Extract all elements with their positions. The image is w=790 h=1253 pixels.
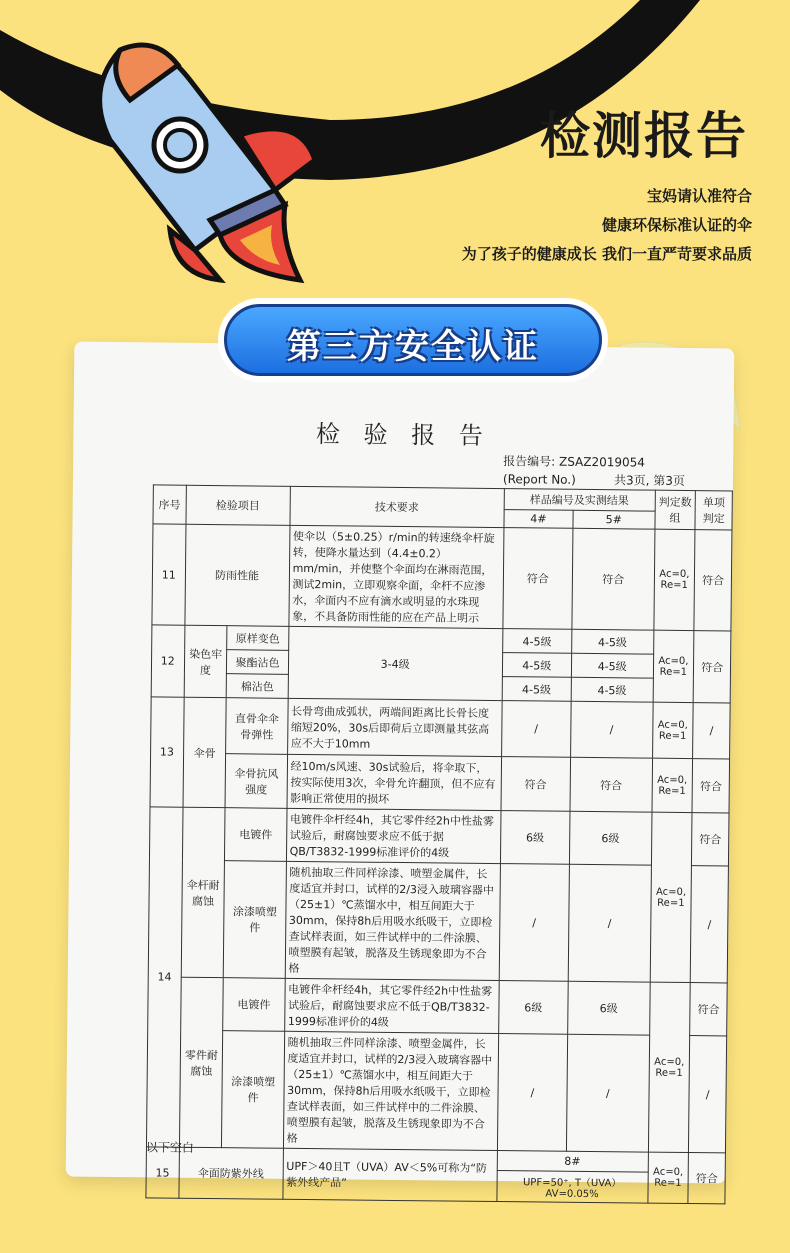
row-v5: 符合 <box>570 757 652 812</box>
row-result: 符合 <box>690 983 727 1036</box>
row-result: 符合 <box>694 530 732 631</box>
header-judge-group: 判定数组 <box>654 490 695 529</box>
row-v5: 符合 <box>572 528 655 630</box>
row-req: 使伞以（5±0.25）r/min的转速绕伞杆旋转，使降水量达到（4.4±0.2）mm/min，并使整个伞面均在淋雨范围，测试2min，立即观察伞面，伞杆不应渗水，伞面内不应有滴水或明显的水珠现象，不具备防雨性能的应在产品上明示 <box>288 525 503 628</box>
row-v4: 4-5级 <box>502 653 572 678</box>
table-row <box>150 753 730 813</box>
row-req: 3-4级 <box>288 626 503 700</box>
row-sub: 直骨伞伞骨弹性 <box>226 698 288 755</box>
row-result: / <box>693 703 730 759</box>
row-judge: Ac=0, Re=1 <box>650 812 693 982</box>
row-req: 随机抽取三件同样涂漆、喷塑金属件，长度适宜并封口，试样的2/3浸入玻璃容器中（25±1）℃蒸馏水中，相互间距大于30mm，保持8h后用吸水纸吸干，立即检查试样表面，如三件试样中的二件涂膜、喷塑膜有起皱，脱落及生锈现象即为不合格 <box>283 1031 498 1150</box>
row-item: 防雨性能 <box>185 524 290 626</box>
row-v5: / <box>566 1034 649 1152</box>
table-row <box>148 977 728 1036</box>
header-col-4: 4# <box>504 510 573 529</box>
row-judge: Ac=0, Re=1 <box>648 982 691 1152</box>
taglines <box>462 182 752 269</box>
certification-badge <box>218 298 608 382</box>
row-v4: / <box>501 701 571 758</box>
badge-label: 第三方安全认证 <box>287 327 539 367</box>
row-v5: 4-5级 <box>572 629 654 654</box>
header-col-5: 5# <box>573 510 655 529</box>
row-sub: 电镀件 <box>223 978 285 1032</box>
row-result: 符合 <box>688 1153 725 1204</box>
row-req: UPF＞40且T（UVA）AV＜5%可称为“防紫外线产品” <box>282 1148 497 1201</box>
row-sub: 原样变色 <box>227 626 288 651</box>
row-value: UPF=50⁺, T（UVA）AV=0.05% <box>497 1171 648 1204</box>
table-row <box>146 1030 726 1153</box>
row-v5: 6级 <box>568 981 650 1035</box>
row-judge: Ac=0, Re=1 <box>652 702 693 758</box>
header-req: 技术要求 <box>290 486 504 527</box>
header-sample-group: 样品编号及实测结果 <box>504 489 655 512</box>
row-v5: / <box>571 701 653 758</box>
report-meta <box>503 452 685 490</box>
table-row <box>152 524 732 631</box>
row-item: 伞杆耐腐蚀 <box>181 807 226 977</box>
row-item: 零件耐腐蚀 <box>179 977 224 1147</box>
row-v4: / <box>499 864 570 982</box>
row-v5: 6级 <box>569 811 651 865</box>
row-judge: Ac=0, Re=1 <box>651 758 692 812</box>
rocket-icon <box>100 45 315 280</box>
header-seq: 序号 <box>153 485 186 524</box>
table-row <box>148 860 728 983</box>
report-no-label: 报告编号: <box>503 454 556 469</box>
page-title: 检测报告 <box>540 107 748 165</box>
row-no: 11 <box>152 524 186 625</box>
row-item: 伞骨 <box>183 697 227 807</box>
report-paper <box>66 342 735 1201</box>
row-sub: 棉沾色 <box>227 674 288 699</box>
tagline-3: 为了孩子的健康成长 我们一直严苛要求品质 <box>461 245 752 263</box>
footer-note: 以下空白 <box>145 1140 195 1155</box>
row-result: / <box>689 1036 727 1153</box>
row-v4: 4-5级 <box>502 629 572 654</box>
table-row <box>151 697 731 759</box>
row-v4: 6级 <box>500 811 570 865</box>
row-result: 符合 <box>692 759 729 813</box>
row-v5: / <box>568 864 651 982</box>
row-result: 符合 <box>692 813 729 866</box>
row-no: 13 <box>150 697 184 807</box>
row-sample: 8# <box>497 1151 648 1173</box>
row-no: 14 <box>146 807 182 1147</box>
page-count: 共3页, 第3页 <box>613 473 685 488</box>
row-v5: 4-5级 <box>571 653 653 678</box>
row-result: 符合 <box>693 631 730 703</box>
row-no: 15 <box>146 1147 179 1198</box>
row-sub: 涂漆喷塑件 <box>224 861 286 979</box>
row-req: 随机抽取三件同样涂漆、喷塑金属件，长度适宜并封口，试样的2/3浸入玻璃容器中（25±1）℃蒸馏水中，相互间距大于30mm，保持8h后用吸水纸吸干，立即检查试样表面，如三件试样中的二件涂膜、喷塑膜有起皱，脱落及生锈现象即为不合格 <box>285 861 500 980</box>
row-req: 电镀件伞杆经4h，其它零件经2h中性盐雾试验后，耐腐蚀要求应不低于QB/T3832-1999标准评价的4级 <box>284 978 499 1033</box>
row-req: 长骨弯曲成弧状，两端间距离比长骨长度缩短20%，30s后即荷后立即测量其弦高应不大于10mm <box>287 698 502 756</box>
row-judge: Ac=0, Re=1 <box>653 529 695 630</box>
row-judge: Ac=0, Re=1 <box>653 630 695 702</box>
row-item: 伞面防紫外线 <box>179 1147 283 1199</box>
row-item: 染色牢度 <box>184 625 228 697</box>
report-table <box>145 484 732 1204</box>
row-v4: 6级 <box>498 981 568 1035</box>
row-sub: 涂漆喷塑件 <box>222 1031 284 1149</box>
row-result: / <box>690 866 728 983</box>
tagline-1: 宝妈请认准符合 <box>646 187 752 205</box>
row-req: 电镀件伞杆经4h，其它零件经2h中性盐雾试验后，耐腐蚀要求应不低于据QB/T3832-1999标准评价的4级 <box>286 808 501 863</box>
table-row <box>149 807 729 866</box>
row-sub: 聚酯沾色 <box>227 650 288 675</box>
report-no-value: ZSAZ2019054 <box>558 454 646 470</box>
tagline-2: 健康环保标准认证的伞 <box>601 216 752 234</box>
header-single-judge: 单项判定 <box>695 491 732 530</box>
header-item: 检验项目 <box>186 485 290 525</box>
row-req: 经10m/s风速、30s试验后，将伞取下，按实际使用3次，伞骨允许翻顶，但不应有影响正常使用的损坏 <box>287 754 502 810</box>
document-title: 检 验 报 告 <box>315 420 492 450</box>
row-v4: / <box>497 1034 568 1152</box>
report-no-en: (Report No.) <box>502 472 576 487</box>
row-no: 12 <box>151 625 184 697</box>
row-v5: 4-5级 <box>571 677 653 702</box>
row-sub: 伞骨抗风强度 <box>225 754 287 809</box>
row-v4: 符合 <box>503 528 573 630</box>
row-judge: Ac=0, Re=1 <box>647 1152 688 1203</box>
row-v4: 4-5级 <box>502 677 572 702</box>
row-v4: 符合 <box>501 757 571 812</box>
row-sub: 电镀件 <box>225 808 287 862</box>
